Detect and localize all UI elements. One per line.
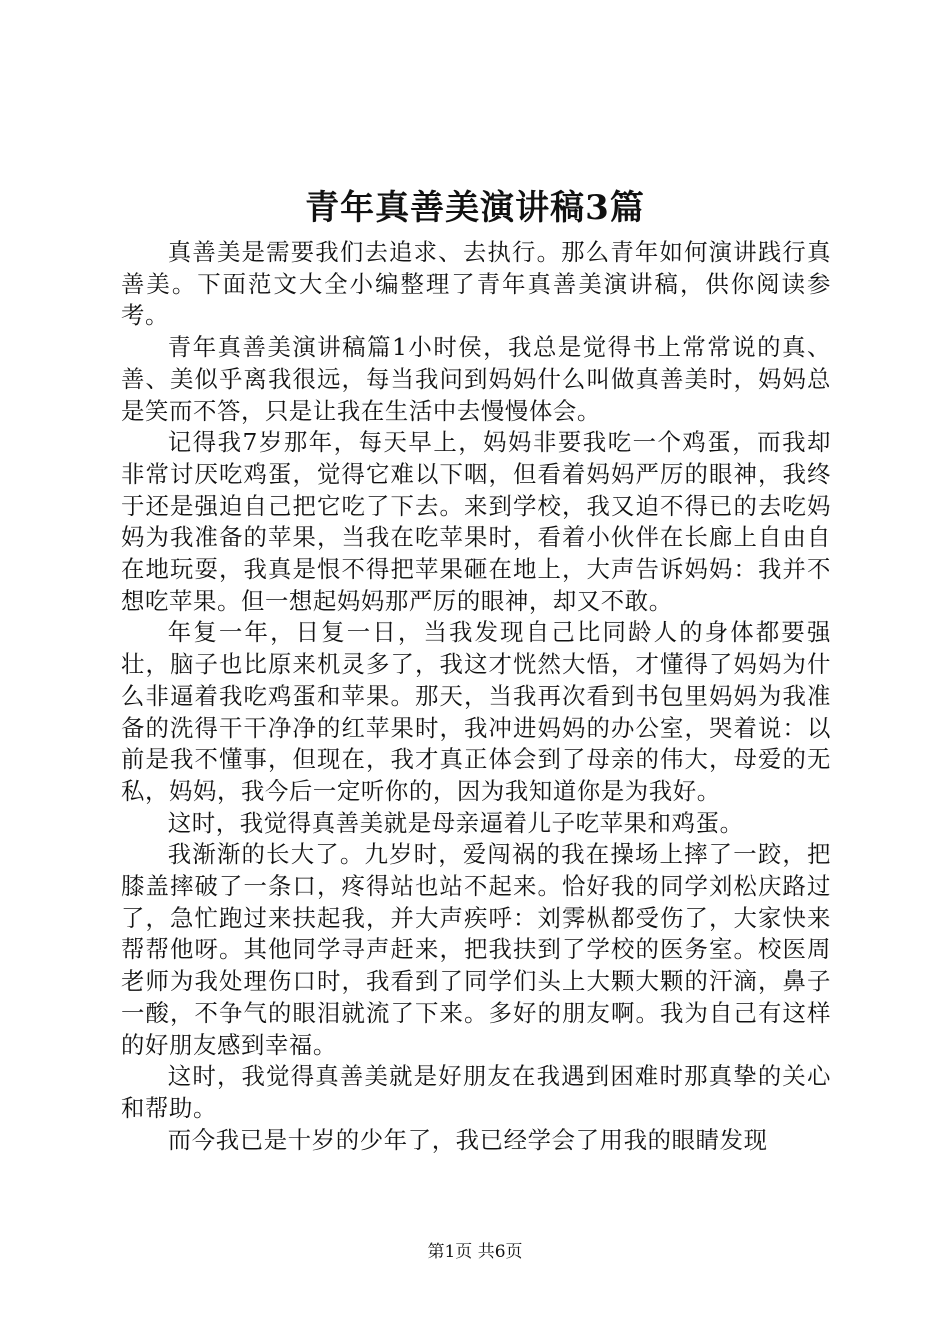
paragraph: 这时，我觉得真善美就是好朋友在我遇到困难时那真挚的关心和帮助。: [121, 1062, 831, 1122]
paragraph: 而今我已是十岁的少年了，我已经学会了用我的眼睛发现: [167, 1125, 768, 1154]
document-body: [121, 237, 831, 1156]
document-title: 青年真善美演讲稿3篇: [305, 188, 645, 228]
paragraph: 青年真善美演讲稿篇1小时侯，我总是觉得书上常常说的真、善、美似乎离我很远，每当我问到妈妈什么叫做真善美时，妈妈总是笑而不答，只是让我在生活中去慢慢体会。: [121, 333, 831, 425]
paragraph: 记得我7岁那年，每天早上，妈妈非要我吃一个鸡蛋，而我却非常讨厌吃鸡蛋，觉得它难以下咽，但看着妈妈严厉的眼神，我终于还是强迫自己把它吃了下去。来到学校，我又迫不得已的去吃妈妈为我准备的苹果，当我在吃苹果时，看着小伙伴在长廊上自由自在地玩耍，我真是恨不得把苹果砸在地上，大声告诉妈妈：我并不想吃苹果。但一想起妈妈那严厉的眼神，却又不敢。: [121, 428, 831, 615]
paragraph: 我渐渐的长大了。九岁时，爱闯祸的我在操场上摔了一跤，把膝盖摔破了一条口，疼得站也站不起来。恰好我的同学刘松庆路过了，急忙跑过来扶起我，并大声疾呼：刘霁枞都受伤了，大家快来帮帮他呀。其他同学寻声赶来，把我扶到了学校的医务室。校医周老师为我处理伤口时，我看到了同学们头上大颗大颗的汗滴，鼻子一酸，不争气的眼泪就流了下来。多好的朋友啊。我为自己有这样的好朋友感到幸福。: [121, 840, 831, 1059]
page-footer: 第1页 共6页: [427, 1242, 523, 1262]
paragraph: 年复一年，日复一日，当我发现自己比同龄人的身体都要强壮，脑子也比原来机灵多了，我这才恍然大悟，才懂得了妈妈为什么非逼着我吃鸡蛋和苹果。那天，当我再次看到书包里妈妈为我准备的洗得干干净净的红苹果时，我冲进妈妈的办公室，哭着说：以前是我不懂事，但现在，我才真正体会到了母亲的伟大，母爱的无私，妈妈，我今后一定听你的，因为我知道你是为我好。: [121, 618, 831, 805]
paragraph: 这时，我觉得真善美就是母亲逼着儿子吃苹果和鸡蛋。: [167, 808, 744, 837]
paragraph: 真善美是需要我们去追求、去执行。那么青年如何演讲践行真善美。下面范文大全小编整理了青年真善美演讲稿，供你阅读参考。: [121, 238, 831, 330]
